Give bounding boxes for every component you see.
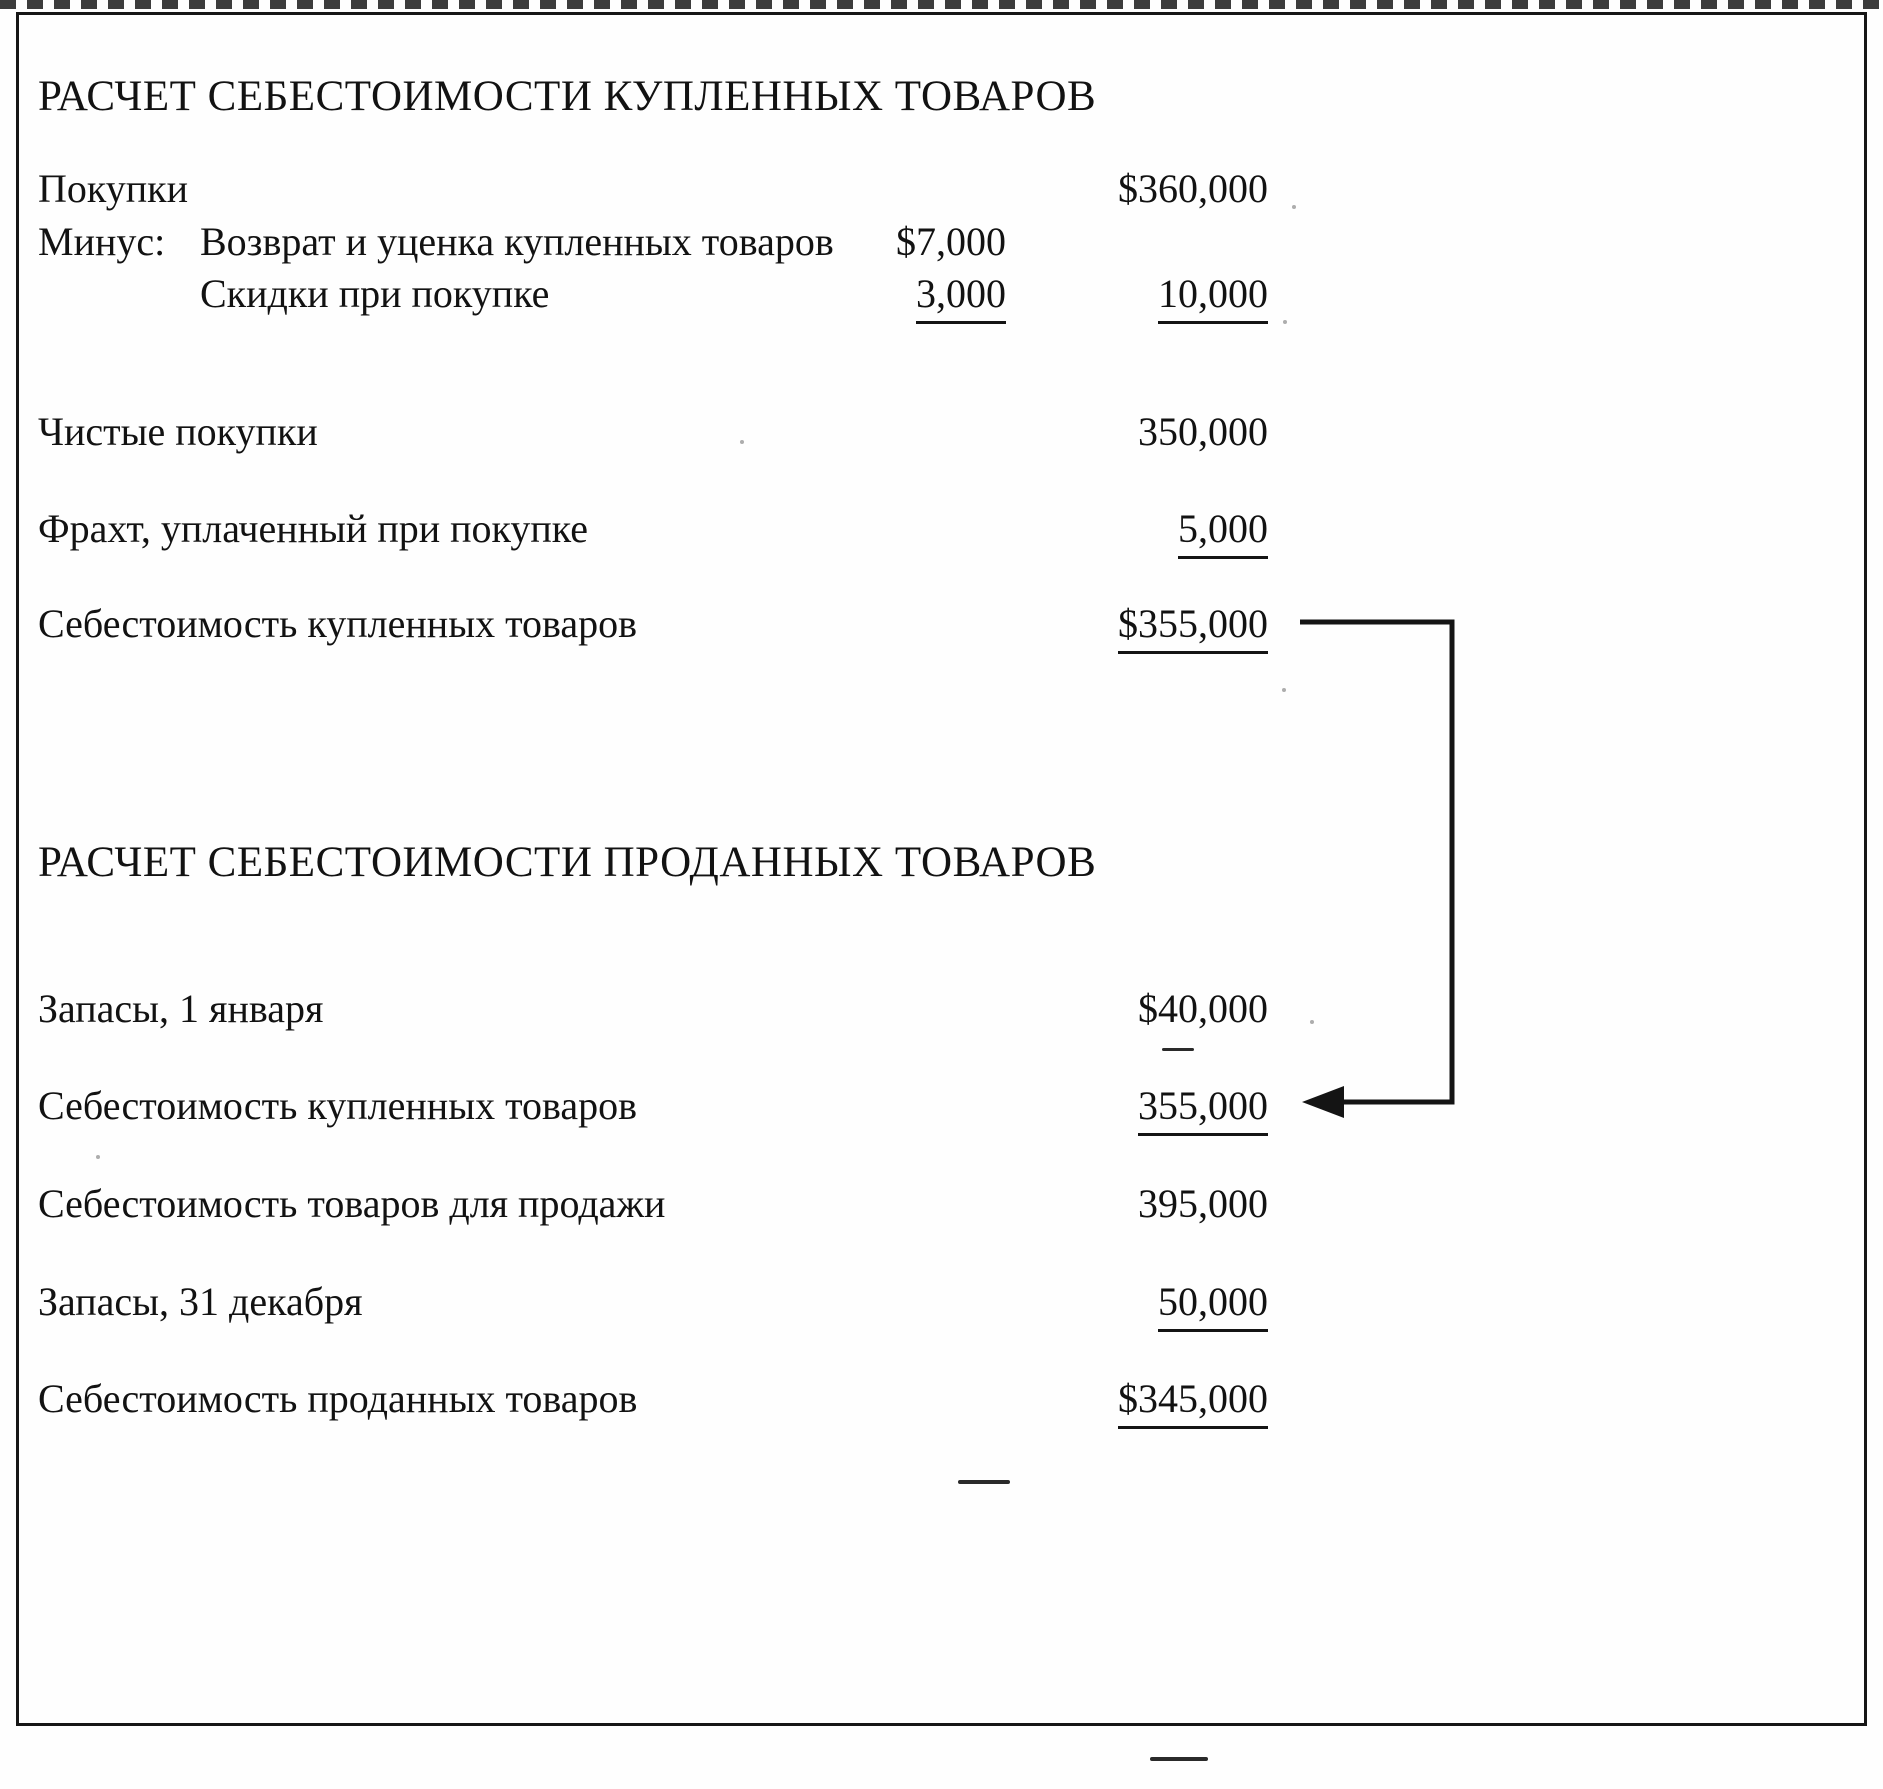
row-inventory-jan	[38, 985, 1268, 1035]
row-label: Фрахт, уплаченный при покупке	[38, 506, 588, 551]
row-cost-purchased	[38, 600, 1268, 650]
row-amount: $360,000	[1118, 166, 1268, 211]
row-amount: 355,000	[1138, 1082, 1268, 1136]
row-cost-purchased-2	[38, 1082, 1268, 1132]
row-subamount: $7,000	[896, 219, 1006, 264]
row-label: Себестоимость товаров для продажи	[38, 1181, 666, 1226]
row-goods-for-sale	[38, 1180, 1268, 1230]
scan-speck	[1283, 320, 1287, 324]
row-purchases	[38, 165, 1268, 215]
row-inventory-dec	[38, 1278, 1268, 1328]
row-amount: $40,000	[1138, 986, 1268, 1031]
scan-artifact	[958, 1480, 1010, 1484]
scan-edge-artifact	[0, 0, 1883, 9]
scan-speck	[1310, 1020, 1314, 1024]
scan-speck	[96, 1155, 100, 1159]
row-label: Себестоимость купленных товаров	[38, 1083, 638, 1128]
row-minus-returns	[38, 218, 1268, 268]
row-label: Запасы, 31 декабря	[38, 1279, 363, 1324]
row-label: Себестоимость проданных товаров	[38, 1376, 638, 1421]
row-net-purchases	[38, 408, 1268, 458]
row-freight	[38, 505, 1268, 555]
row-label: Чистые покупки	[38, 409, 318, 454]
row-label: Себестоимость купленных товаров	[38, 601, 638, 646]
row-subamount: 3,000	[916, 270, 1006, 324]
row-cost-sold	[38, 1375, 1268, 1425]
scan-artifact	[1162, 1048, 1194, 1051]
row-amount: $345,000	[1118, 1375, 1268, 1429]
row-amount: $355,000	[1118, 600, 1268, 654]
section2-title: РАСЧЕТ СЕБЕСТОИМОСТИ ПРОДАННЫХ ТОВАРОВ	[38, 839, 1097, 886]
row-label: Покупки	[38, 166, 188, 211]
scan-speck	[1282, 688, 1286, 692]
row-amount: 395,000	[1138, 1181, 1268, 1226]
row-sublabel: Скидки при покупке	[200, 271, 550, 316]
row-amount: 50,000	[1158, 1278, 1268, 1332]
section1-title: РАСЧЕТ СЕБЕСТОИМОСТИ КУПЛЕННЫХ ТОВАРОВ	[38, 73, 1097, 120]
row-amount: 350,000	[1138, 409, 1268, 454]
row-sublabel: Возврат и уценка купленных товаров	[200, 219, 834, 264]
row-label: Минус:	[38, 219, 166, 264]
row-amount: 5,000	[1178, 505, 1268, 559]
scan-artifact	[1150, 1757, 1208, 1761]
row-amount: 10,000	[1158, 270, 1268, 324]
scan-speck	[740, 440, 744, 444]
row-label: Запасы, 1 января	[38, 986, 324, 1031]
row-discounts	[38, 270, 1268, 320]
scan-speck	[1292, 205, 1296, 209]
